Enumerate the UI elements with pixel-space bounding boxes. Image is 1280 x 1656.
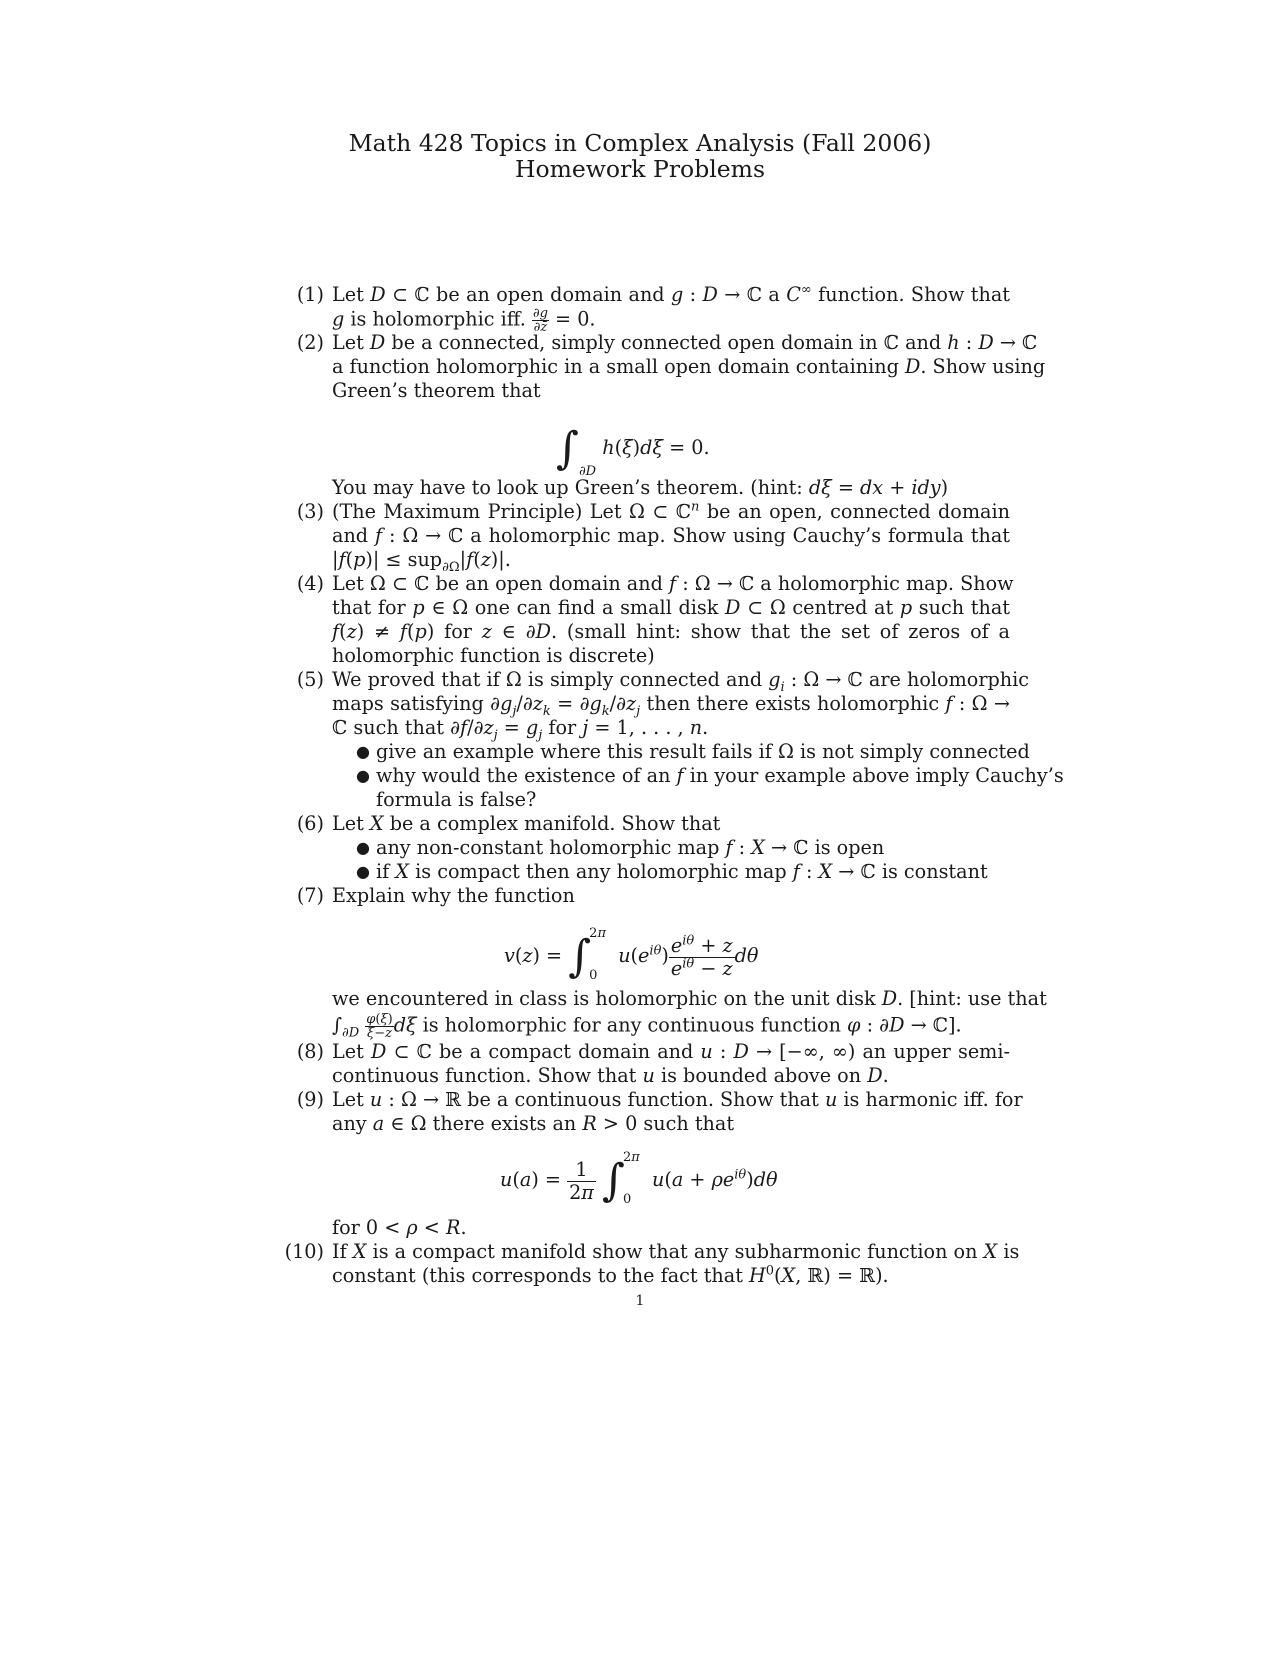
problem-10-line-1: If X is a compact manifold show that any subharmonic function on X is xyxy=(332,1240,1020,1263)
problem-7-line-2: we encountered in class is holomorphic on the unit disk D. [hint: use that xyxy=(332,987,1047,1010)
problem-7-equation: v(z) = ∫ 2π 0 $u(e^{i\theta})$ $e^{i\theta} + z$ $e^{i\theta} - z$ dθ xyxy=(504,926,759,983)
problem-5-bullet-2-line-1: why would the existence of an f in your example above imply Cauchy’s xyxy=(376,764,1064,787)
problem-8-number: (8) xyxy=(296,1040,324,1063)
problem-5-line-1: We proved that if Ω is simply connected and $g_i$ : Ω → ℂ are holomorphic xyxy=(332,668,1030,695)
problem-4-line-4: holomorphic function is discrete) xyxy=(332,644,655,667)
problem-3-number: (3) xyxy=(296,500,324,523)
problem-9-number: (9) xyxy=(296,1088,324,1111)
problem-4-line-3: f(z) ≠ f(p) for z ∈ ∂D. (small hint: show that the set of zeros of a xyxy=(332,620,1010,643)
problem-9-line-1: Let u : Ω → ℝ be a continuous function. Show that u is harmonic iff. for xyxy=(332,1088,1023,1111)
problem-8-line-2: continuous function. Show that u is bounded above on D. xyxy=(332,1064,889,1087)
problem-4-number: (4) xyxy=(296,572,324,595)
problem-1-number: (1) xyxy=(296,283,324,306)
problem-2-line-3: Green’s theorem that xyxy=(332,379,541,402)
problem-3-line-2: and f : Ω → ℂ a holomorphic map. Show using Cauchy’s formula that xyxy=(332,524,1011,547)
problem-3-line-1: (The Maximum Principle) Let Ω ⊂ ℂ$^n$ be an open, connected domain xyxy=(332,499,1010,523)
title-line-2: Homework Problems xyxy=(514,155,766,183)
problem-6-number: (6) xyxy=(296,812,324,835)
problem-10-line-2: constant (this corresponds to the fact that $H^0(X$, ℝ) = ℝ). xyxy=(332,1263,889,1287)
problem-9-equation: u(a) = $\frac{1}{2\pi}$ ∫ 2π 0 $u(a + \rho e^{i\theta})d\theta$ xyxy=(500,1150,778,1207)
problem-2-line-4: You may have to look up Green’s theorem. (hint: dξ = dx + idy) xyxy=(332,476,949,499)
problem-3-line-3: |f(p)| ≤ sup$_{\partial\Omega}$|f(z)|. xyxy=(332,548,511,575)
problem-1-line-2: g is holomorphic iff. $\frac{\partial g}{\partial z̄}$ = 0. xyxy=(332,306,596,335)
title-line-1: Math 428 Topics in Complex Analysis (Fall 2006) xyxy=(348,129,932,157)
problem-2-number: (2) xyxy=(296,331,324,354)
problem-7-number: (7) xyxy=(296,884,324,907)
problem-5-bullet-2-line-2: formula is false? xyxy=(376,788,537,811)
problem-5-line-2: maps satisfying $\partial g_j/\partial z_k = \partial g_k/\partial z_j$ then there exists holomorphic f : Ω → xyxy=(332,692,1010,719)
problem-5-number: (5) xyxy=(296,668,324,691)
problem-9-line-2: any a ∈ Ω there exists an R > 0 such that xyxy=(332,1112,735,1135)
problem-6-line-1: Let X be a complex manifold. Show that xyxy=(332,812,721,835)
problem-4-line-1: Let Ω ⊂ ℂ be an open domain and f : Ω → ℂ a holomorphic map. Show xyxy=(332,572,1014,595)
problem-4-line-2: that for p ∈ Ω one can find a small disk D ⊂ Ω centred at p such that xyxy=(332,596,1010,619)
problem-5-bullet-1-marker: ● xyxy=(356,742,370,761)
problem-6-bullet-1: any non-constant holomorphic map f : X → ℂ is open xyxy=(376,836,885,859)
problem-6-bullet-2: if X is compact then any holomorphic map f : X → ℂ is constant xyxy=(376,860,988,883)
page-number: 1 xyxy=(635,1293,645,1309)
problem-7-line-3: $\int_{\partial D}$ $\frac{\varphi(\xi)}{\xi-z}$ dξ is holomorphic for any continuous function φ : ∂D → ℂ]. xyxy=(332,1012,962,1041)
problem-2-equation: $\int_{\partial D}$ h(ξ)dξ = 0. xyxy=(556,423,710,479)
problem-2-line-1: Let D be a connected, simply connected open domain in ℂ and h : D → ℂ xyxy=(332,331,1038,354)
problem-1-line-1: Let D ⊂ ℂ be an open domain and g : D → ℂ a C∞ function. Show that xyxy=(332,282,1010,306)
problem-6-bullet-1-marker: ● xyxy=(356,838,370,857)
problem-5-bullet-1: give an example where this result fails if Ω is not simply connected xyxy=(376,740,1030,763)
problem-5-bullet-2-marker: ● xyxy=(356,766,370,785)
problem-8-line-1: Let D ⊂ ℂ be a compact domain and u : D → [−∞, ∞) an upper semi- xyxy=(332,1040,1010,1063)
problem-2-line-2: a function holomorphic in a small open domain containing D. Show using xyxy=(332,355,1046,378)
problem-6-bullet-2-marker: ● xyxy=(356,862,370,881)
problem-10-number: (10) xyxy=(284,1240,324,1263)
problem-9-line-3: for 0 < ρ < R. xyxy=(332,1216,467,1239)
problem-7-line-1: Explain why the function xyxy=(332,884,575,907)
problem-5-line-3: ℂ such that $\partial f/\partial z_j = g_j$ for j = 1, . . . , n. xyxy=(332,716,709,743)
